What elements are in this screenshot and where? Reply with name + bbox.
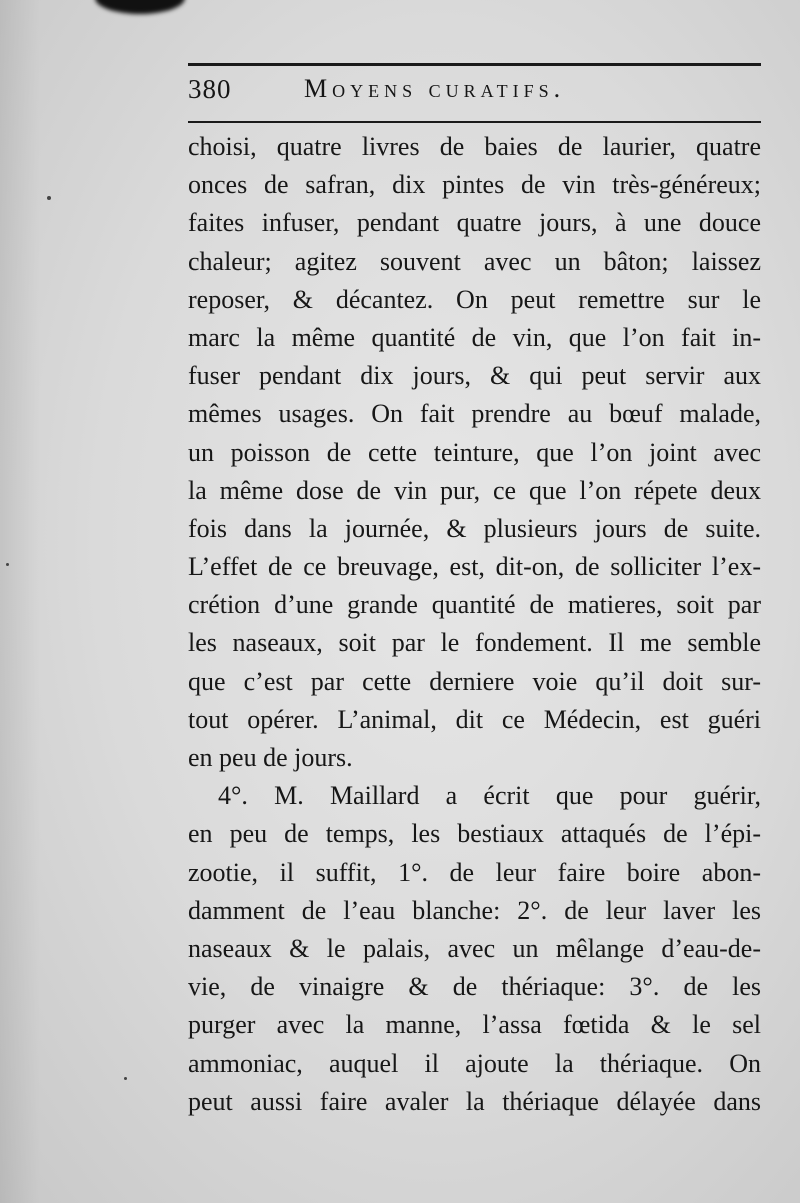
page-number: 380 xyxy=(188,74,232,104)
text-line: les naseaux, soit par le fondement. Il me semble xyxy=(188,628,761,658)
paper-speck xyxy=(6,563,9,566)
scan-shadow xyxy=(95,0,185,14)
text-line: la même dose de vin pur, ce que l’on répete deux xyxy=(188,475,761,505)
page-edge-shadow xyxy=(0,0,40,1203)
text-line: peut aussi faire avaler la thériaque délayée dans xyxy=(188,1086,761,1116)
running-title: Moyens curatifs. xyxy=(304,74,566,103)
paper-speck xyxy=(47,196,51,200)
text-line: crétion d’une grande quantité de matieres, soit par xyxy=(188,590,761,620)
text-line: que c’est par cette derniere voie qu’il doit sur- xyxy=(188,666,761,696)
text-line: fuser pendant dix jours, & qui peut servir aux xyxy=(188,361,761,391)
text-line: onces de safran, dix pintes de vin très-généreux; xyxy=(188,170,761,200)
text-line: mêmes usages. On fait prendre au bœuf malade, xyxy=(188,399,761,429)
text-line: L’effet de ce breuvage, est, dit-on, de solliciter l’ex- xyxy=(188,552,761,582)
running-header xyxy=(188,72,761,112)
text-line-paragraph-end: en peu de jours. xyxy=(188,743,353,772)
text-line: un poisson de cette teinture, que l’on joint avec xyxy=(188,437,761,467)
text-line: ammoniac, auquel il ajoute la thériaque. On xyxy=(188,1048,761,1078)
text-line: en peu de temps, les bestiaux attaqués de l’épi- xyxy=(188,819,761,849)
text-line: fois dans la journée, & plusieurs jours de suite. xyxy=(188,513,761,543)
body-text xyxy=(188,128,761,1121)
text-line: marc la même quantité de vin, que l’on fait in- xyxy=(188,322,761,352)
text-line: purger avec la manne, l’assa fœtida & le sel xyxy=(188,1010,761,1040)
text-line: chaleur; agitez souvent avec un bâton; laissez xyxy=(188,246,761,276)
text-line: zootie, il suffit, 1°. de leur faire boire abon- xyxy=(188,857,761,887)
text-line: naseaux & le palais, avec un mêlange d’eau-de- xyxy=(188,933,761,963)
header-bottom-rule xyxy=(188,121,761,123)
text-line: tout opérer. L’animal, dit ce Médecin, est guéri xyxy=(188,704,761,734)
text-line: faites infuser, pendant quatre jours, à une douce xyxy=(188,208,761,238)
text-line: damment de l’eau blanche: 2°. de leur laver les xyxy=(188,895,761,925)
header-top-rule xyxy=(188,63,761,66)
text-line: reposer, & décantez. On peut remettre sur le xyxy=(188,284,761,314)
text-line: choisi, quatre livres de baies de laurier, quatre xyxy=(188,132,761,161)
text-line-paragraph-start: 4°. M. Maillard a écrit que pour guérir, xyxy=(218,781,761,811)
text-line: vie, de vinaigre & de thériaque: 3°. de les xyxy=(188,972,761,1002)
paper-speck xyxy=(124,1077,127,1080)
